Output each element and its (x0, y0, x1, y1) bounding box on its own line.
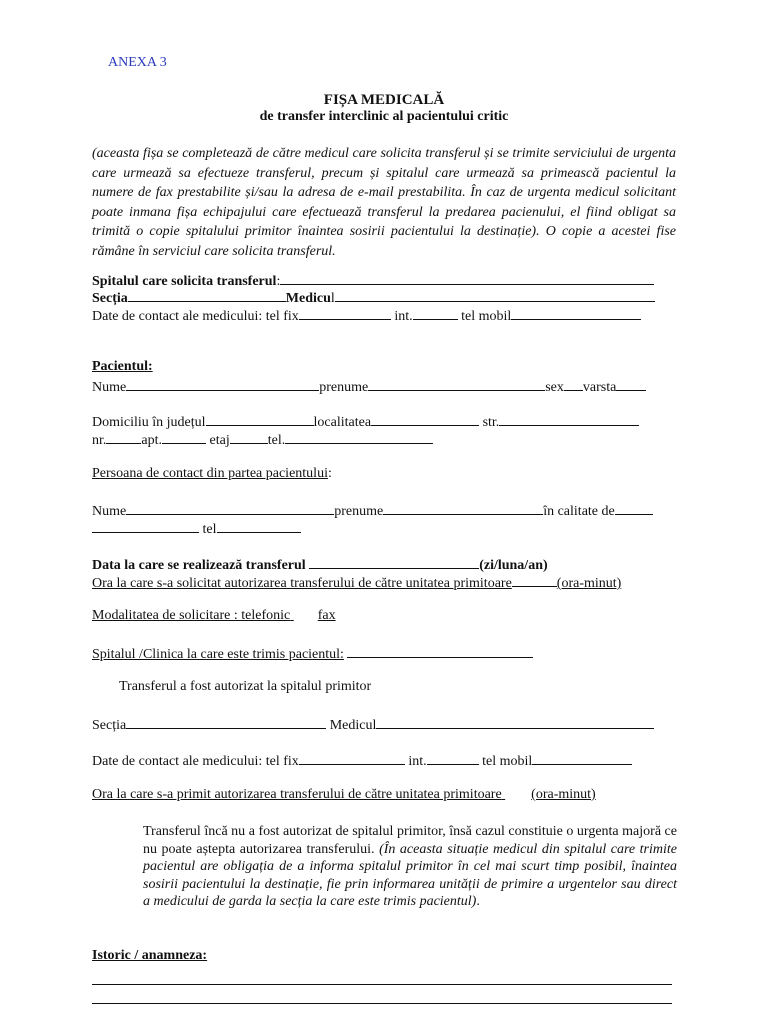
apt-label: apt. (141, 433, 162, 448)
received-time-format: (ora-minut) (531, 787, 596, 802)
domicile-label: Domiciliu în județul (92, 415, 206, 430)
request-time-label: Ora la care s-a solicitat autorizarea transferului de către unitatea (92, 576, 450, 591)
patient-age-label: varsta (582, 380, 617, 395)
request-mode-label: Modalitatea de solicitare : telefonic (92, 608, 291, 623)
received-time-label: Ora la care s-a primit autorizarea transferului de către unitatea primitoare (92, 787, 502, 802)
transfer-date-row (92, 555, 548, 574)
patient-tel-label: tel. (267, 433, 286, 448)
requesting-hospital-field[interactable] (280, 271, 654, 285)
target-section-label: Secția (92, 718, 127, 733)
target-contact-label: Date de contact ale medicului: tel fix (92, 754, 299, 769)
colon: : (327, 466, 332, 481)
patient-name-row (92, 377, 646, 396)
section-field[interactable] (128, 288, 286, 302)
target-mobile-field[interactable] (532, 751, 632, 765)
contact-person-heading-row (92, 466, 332, 482)
contact-tel-field[interactable] (217, 519, 301, 533)
patient-domicile-row (92, 412, 639, 431)
contact-tel-label: tel (202, 522, 217, 537)
requesting-hospital-label: Spitalul care solicita transferul (92, 274, 277, 289)
street-field[interactable] (499, 412, 639, 426)
history-line-1[interactable] (92, 984, 672, 985)
int-field[interactable] (413, 306, 458, 320)
target-section-field[interactable] (126, 715, 326, 729)
history-heading: Istoric / anamneza: (92, 948, 208, 963)
received-time-row (92, 787, 596, 803)
patient-firstname-field[interactable] (368, 377, 545, 391)
patient-firstname-label: prenume (319, 380, 369, 395)
contact-person-heading: Persoana de contact din partea pacientului (92, 466, 328, 481)
capacity-field-continued[interactable] (92, 519, 199, 533)
patient-sex-field[interactable] (564, 377, 583, 391)
requesting-section-row (92, 288, 655, 307)
fax-label: fax (317, 608, 336, 623)
doctor-label: Medicu (285, 291, 331, 306)
patient-address-row (92, 430, 433, 449)
contact-name-label: Nume (92, 504, 127, 519)
authorized-label: Transferul a fost autorizat la spitalul primitor (119, 679, 372, 694)
locality-field[interactable] (371, 412, 479, 426)
contact-name-field[interactable] (126, 501, 334, 515)
mobile-field[interactable] (511, 306, 641, 320)
nr-field[interactable] (106, 430, 141, 444)
request-time-label-b: primitoare (453, 576, 512, 591)
patient-heading: Pacientul: (92, 359, 153, 374)
contact-fix-field[interactable] (299, 306, 391, 320)
county-field[interactable] (206, 412, 314, 426)
doctor-field[interactable] (335, 288, 655, 302)
contact-firstname-label: prenume (334, 504, 384, 519)
intro-text: (aceasta fișa se completează de către medicul care solicita transferul și se trimite serviciului de urgenta care urmează sa efectueze transferul, precum și spitalul care urmează sa primească pacientul la numere de fax prestabilite și/sau la adresa de e-mail prestabilita. În caz de urgenta medicul solicitant poate inmana fișa echipajului care efectuează transferul la predarea pacienului, el fiind obligat sa trimită o copie spitalului primitor înaintea sosirii pacientului la destinație). O copie a acestei fise rămâne în serviciul care solicita transferul. (92, 146, 676, 259)
target-contact-fix-field[interactable] (299, 751, 405, 765)
not-authorized-text: Transferul încă nu a fost autorizat de spitalul primitor, însă cazul constituie o urgenta majoră ce nu poate aștepta autorizarea transferului. (143, 824, 677, 857)
target-hospital-row (92, 644, 533, 663)
target-doctor-label: Medicul (329, 718, 377, 733)
target-int-field[interactable] (427, 751, 479, 765)
int-label: int. (394, 309, 413, 324)
transfer-date-field[interactable] (309, 555, 479, 569)
patient-name-label: Nume (92, 380, 127, 395)
annex-label: ANEXA 3 (108, 55, 167, 70)
patient-age-field[interactable] (616, 377, 646, 391)
date-format: (zi/luna/an) (479, 558, 548, 573)
request-time-format: (ora-minut) (556, 576, 622, 591)
nr-label: nr. (92, 433, 107, 448)
doctor-label-end: l (330, 291, 335, 306)
contact-firstname-field[interactable] (383, 501, 543, 515)
floor-field[interactable] (230, 430, 268, 444)
floor-label: etaj (209, 433, 230, 448)
request-time-row (92, 573, 621, 592)
period: . (476, 894, 480, 910)
request-mode-row (92, 608, 336, 624)
target-hospital-label: Spitalul /Clinica la care este trimis pacientul: (92, 647, 344, 662)
patient-tel-field[interactable] (285, 430, 433, 444)
capacity-field[interactable] (615, 501, 653, 515)
colon: : (276, 274, 281, 289)
intro-paragraph (92, 144, 676, 262)
mobile-label: tel mobil (461, 309, 512, 324)
history-line-2[interactable] (92, 1003, 672, 1004)
capacity-label: în calitate de (543, 504, 615, 519)
not-authorized-note: (În aceasta situație medicul din spitalul care trimite pacientul are obligația de a informa spitalul primitor în cel mai scurt timp posibil, înaintea sosirii pacientului la destinație, fie prin informarea unității de primire a urgentelor sau direct a medicului de garda la secția la care este trimis pacientul) (143, 841, 678, 910)
request-time-field[interactable] (512, 573, 557, 587)
transfer-date-label: Data la care se realizează transferul (92, 558, 306, 573)
target-int-label: int. (408, 754, 427, 769)
contact-person-name-row (92, 501, 653, 520)
not-authorized-paragraph (143, 823, 677, 911)
contact-person-tel-row (92, 519, 301, 538)
target-doctor-field[interactable] (376, 715, 654, 729)
patient-sex-label: sex (545, 380, 564, 395)
contact-fix-label: Date de contact ale medicului: tel fix (92, 309, 299, 324)
form-title: FIȘA MEDICALĂ (323, 92, 445, 108)
form-subtitle: de transfer interclinic al pacientului critic (259, 109, 509, 124)
target-section-row (92, 715, 654, 734)
target-contact-row (92, 751, 632, 770)
street-label: str. (482, 415, 500, 430)
section-label: Secția (92, 291, 128, 306)
requesting-contact-row (92, 306, 641, 325)
target-mobile-label: tel mobil (482, 754, 533, 769)
apt-field[interactable] (162, 430, 206, 444)
locality-label: localitatea (313, 415, 372, 430)
patient-name-field[interactable] (126, 377, 319, 391)
target-hospital-field[interactable] (347, 644, 533, 658)
